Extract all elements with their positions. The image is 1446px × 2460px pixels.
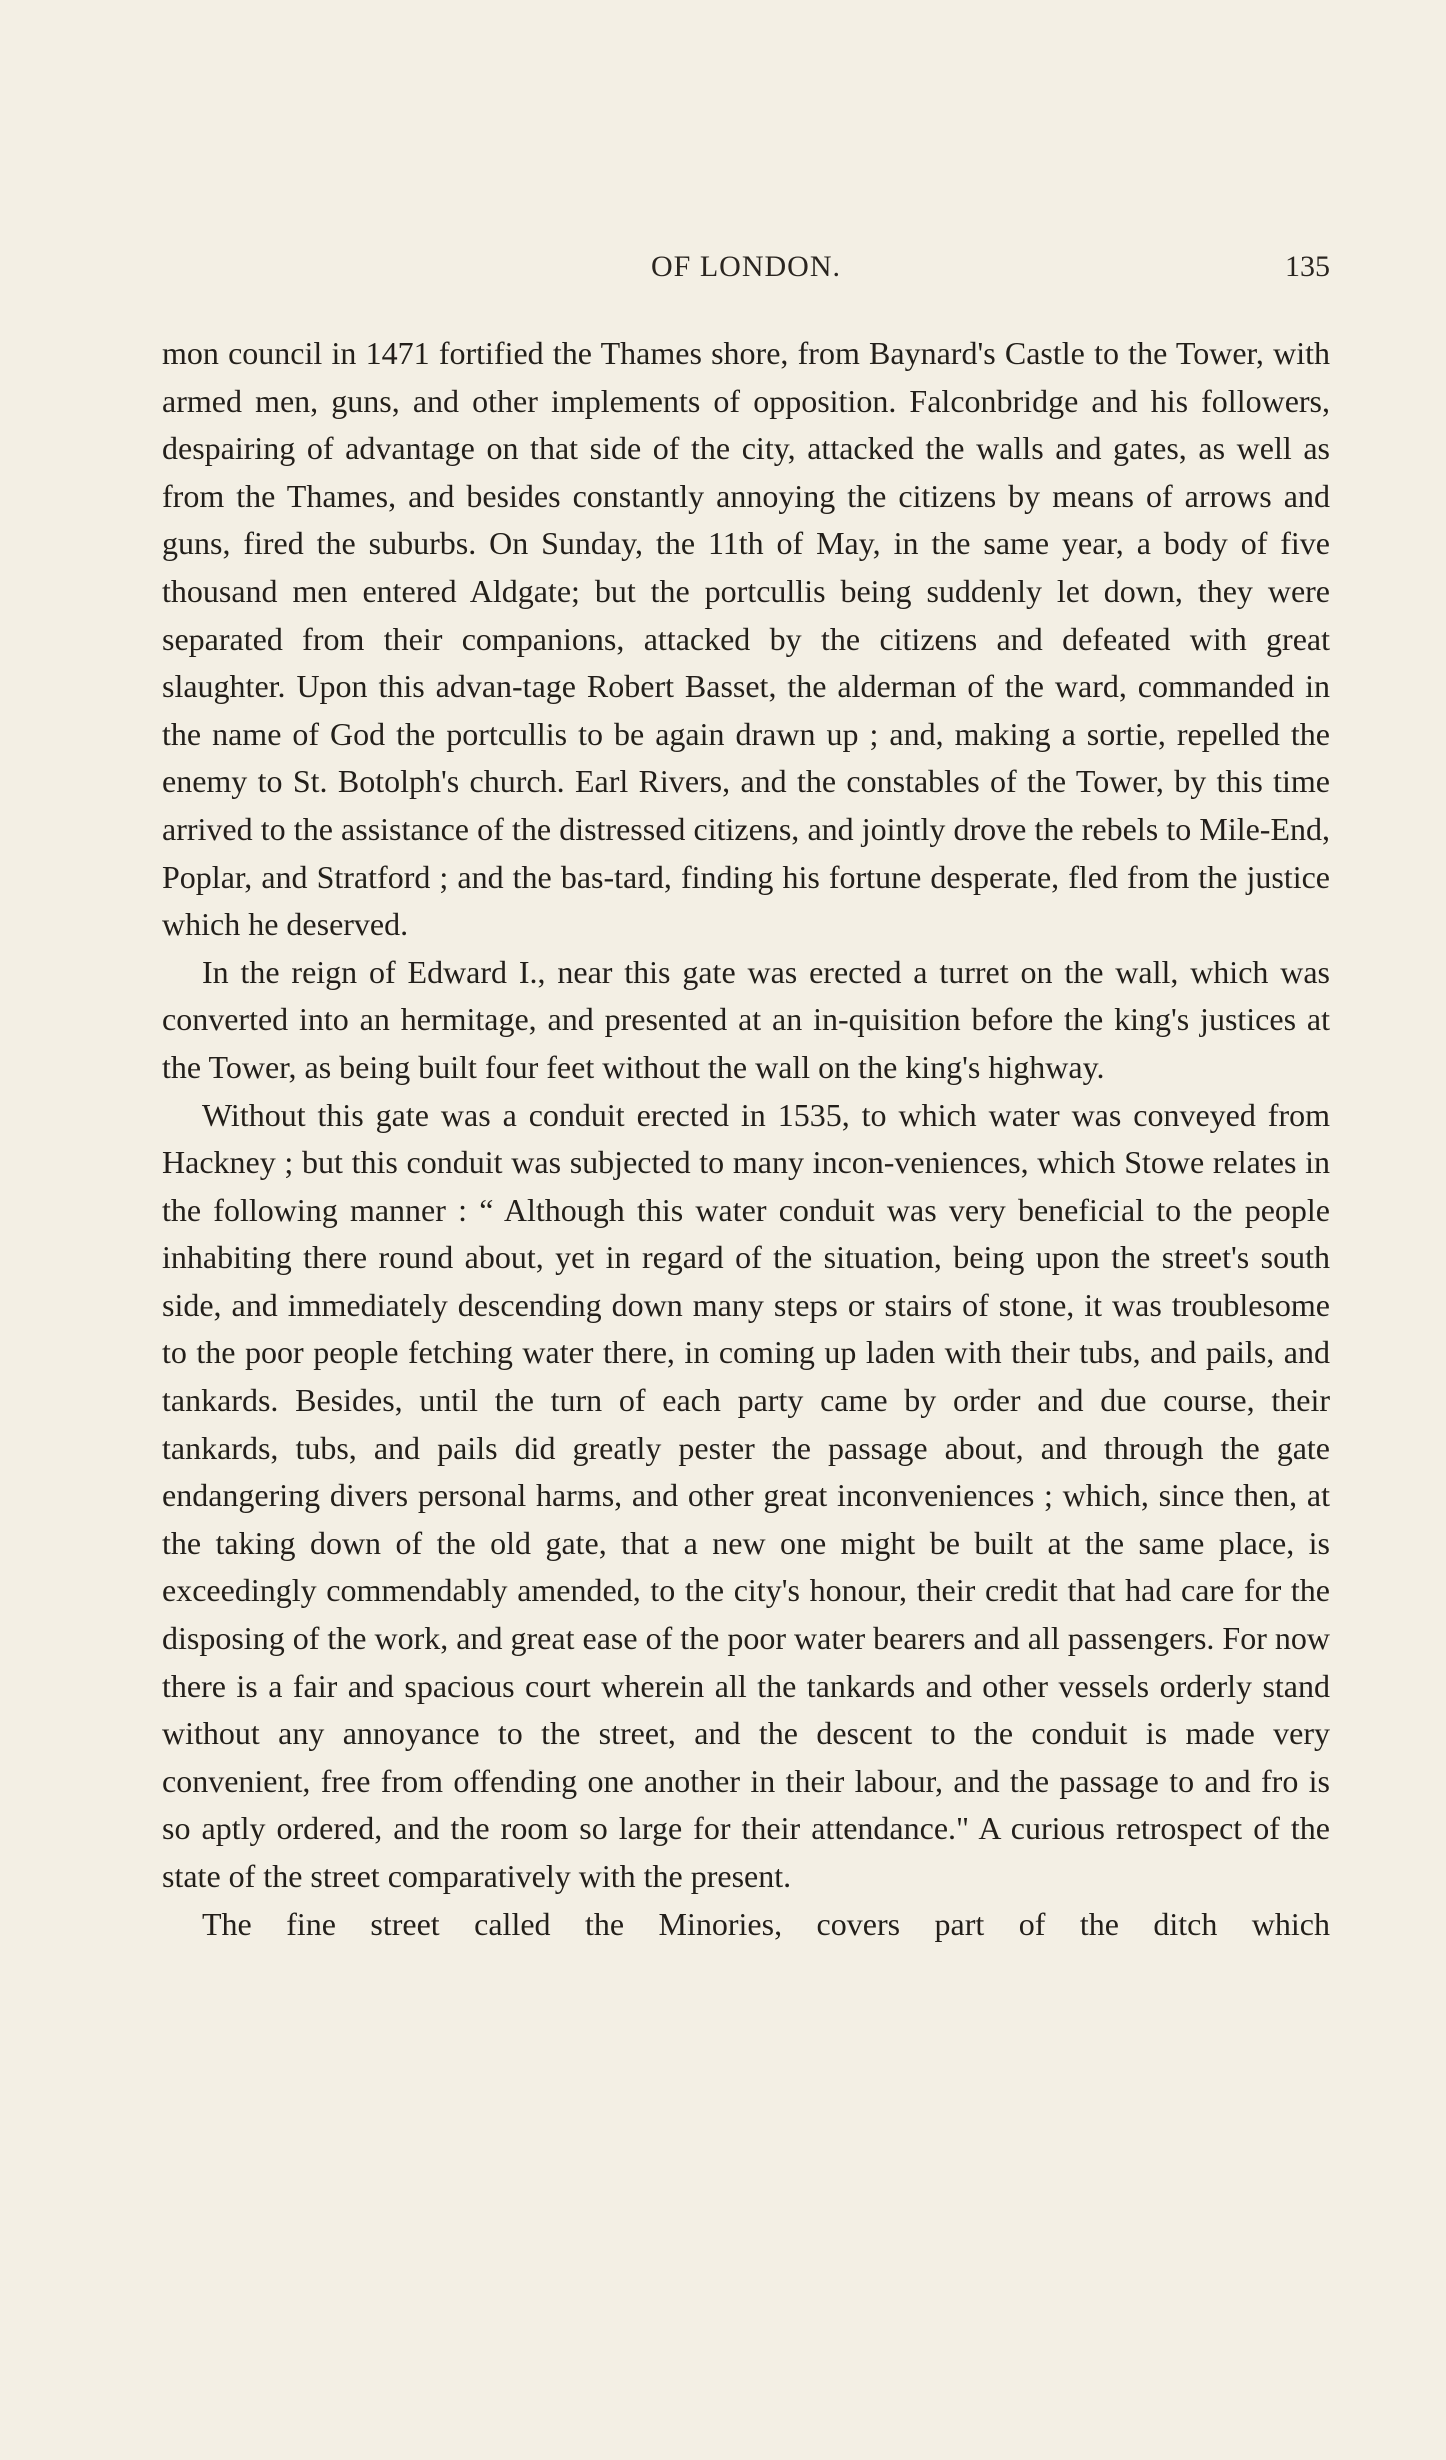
page-header: [162, 250, 1330, 294]
paragraph-conduit: Without this gate was a conduit erected in 1535, to which water was conveyed from Hackney ; but this conduit was subjected to many incon-veniences, which Stowe relates in the following manner : “ Although this water conduit was very beneficial to the people inhabiting there round about, yet in regard of the situation, being upon the street's south side, and immediately descending down many steps or stairs of stone, it was troublesome to the poor people fetching water there, in coming up laden with their tubs, and pails, and tankards. Besides, until the turn of each party came by order and due course, their tankards, tubs, and pails did greatly pester the passage about, and through the gate endangering divers personal harms, and other great inconveniences ; which, since then, at the taking down of the old gate, that a new one might be built at the same place, is exceedingly commendably amended, to the city's honour, their credit that had care for the disposing of the work, and great ease of the poor water bearers and all passengers. For now there is a fair and spacious court wherein all the tankards and other vessels orderly stand without any annoyance to the street, and the descent to the conduit is made very convenient, free from offending one another in their labour, and the passage to and fro is so aptly ordered, and the room so large for their attendance." A curious retrospect of the state of the street comparatively with the present.: [162, 1096, 1330, 1894]
running-head: OF LONDON.: [651, 250, 841, 283]
paragraph-falconbridge: mon council in 1471 fortified the Thames shore, from Baynard's Castle to the Tower, with armed men, guns, and other implements of opposition. Falconbridge and his followers, despairing of advantage on that side of the city, attacked the walls and gates, as well as from the Thames, and besides constantly annoying the citizens by means of arrows and guns, fired the suburbs. On Sunday, the 11th of May, in the same year, a body of five thousand men entered Aldgate; but the portcullis being suddenly let down, they were separated from their companions, attacked by the citizens and defeated with great slaughter. Upon this advan-tage Robert Basset, the alderman of the ward, commanded in the name of God the portcullis to be again drawn up ; and, making a sortie, repelled the enemy to St. Botolph's church. Earl Rivers, and the constables of the Tower, by this time arrived to the assistance of the distressed citizens, and jointly drove the rebels to Mile-End, Poplar, and Stratford ; and the bas-tard, finding his fortune desperate, fled from the justice which he deserved.: [162, 335, 1330, 943]
body-text: [162, 330, 1330, 1948]
paragraph-minories: The fine street called the Minories, covers part of the ditch which: [202, 1905, 1330, 1942]
page-number: 135: [1285, 250, 1330, 283]
paragraph-hermitage: In the reign of Edward I., near this gate was erected a turret on the wall, which was converted into an hermitage, and presented at an in-quisition before the king's justices at the Tower, as being built four feet without the wall on the king's highway.: [162, 953, 1330, 1085]
